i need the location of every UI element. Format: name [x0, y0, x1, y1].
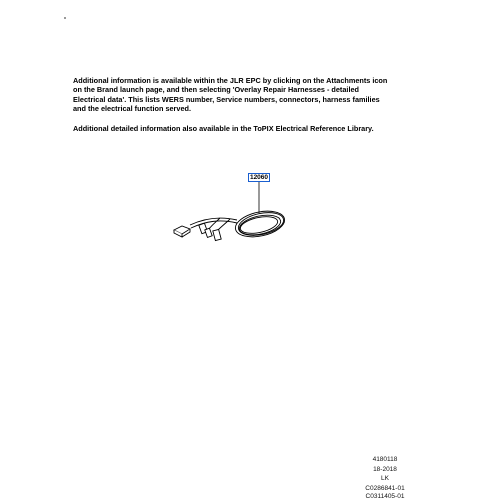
info-paragraph-topix: Additional detailed information also available in the ToPIX Electrical Reference Library.	[73, 123, 374, 133]
footer-ref-number: 4180118	[372, 456, 398, 463]
footer-initials: LK	[381, 475, 389, 482]
footer-date-code: 18-2018	[373, 465, 397, 473]
harness-connectors	[174, 223, 221, 240]
part-callout-label[interactable]: 12060	[249, 174, 269, 181]
harness-wires	[190, 218, 237, 230]
wiring-harness-icon	[160, 168, 300, 248]
info-text-block	[73, 76, 413, 143]
corner-mark	[64, 17, 66, 19]
info-paragraph-epc: Additional information is available within the JLR EPC by clicking on the Attachments icon on the Brand launch page, and then selecting 'Overlay Repair Harnesses - detailed Electrical data'. This lists WERS number, Service numbers, connectors, harness families and the electrical function served.	[73, 76, 388, 114]
footer-illustration-id-cut: C0311405-01	[365, 493, 405, 500]
footer-reference-block	[350, 455, 420, 493]
harness-coil	[233, 207, 287, 241]
footer-illustration-id: C0286841-01	[365, 484, 405, 492]
